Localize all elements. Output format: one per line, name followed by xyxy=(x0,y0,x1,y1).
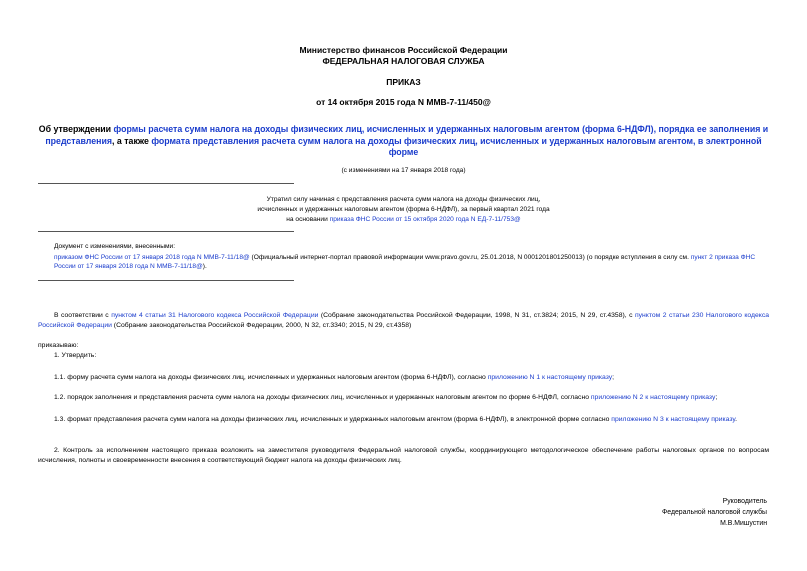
signature-role: Руководитель xyxy=(722,498,767,505)
item-1-3-end: . xyxy=(735,416,737,423)
order-word: приказываю: xyxy=(38,342,79,349)
item-1-2-end: ; xyxy=(715,394,718,401)
item-1-3-text: 1.3. формат представления расчета сумм налога на доходы физических лиц, исчисленных и удержанных налоговым агентом (форма 6-НДФЛ), в электронной форме согласно xyxy=(54,416,612,423)
preamble-text-2: (Собрание законодательства Российской Федерации, 1998, N 31, ст.3824; 2015, N 29, ст.4358), с xyxy=(318,312,635,319)
amendment-link-order[interactable]: приказом ФНС России от 17 января 2018 года N ММВ-7-11/18@ xyxy=(54,254,250,261)
amendments-text xyxy=(54,253,774,271)
date-number-heading: от 14 октября 2015 года N ММВ-7-11/450@ xyxy=(316,97,491,107)
service-heading: ФЕДЕРАЛЬНАЯ НАЛОГОВАЯ СЛУЖБА xyxy=(322,56,485,66)
signature-org: Федеральной налоговой службы xyxy=(662,509,767,516)
preamble-text-3: (Собрание законодательства Российской Федерации, 2000, N 32, ст.3340; 2015, N 29, ст.4358) xyxy=(111,321,412,329)
title-link-form[interactable]: формы расчета сумм налога на доходы физических лиц, исчисленных и удержанных налоговым агентом (форма 6-НДФЛ), порядка ее заполнения и представления xyxy=(45,124,769,146)
preamble-text-1: В соответствии с xyxy=(54,312,112,319)
amendment-text-1: (Официальный интернет-портал правовой информации www.pravo.gov.ru, 25.01.2018, N 0001201801250013) (о порядке вступления в силу см. xyxy=(249,254,691,261)
item-1-1 xyxy=(54,373,769,383)
appendix-3-link[interactable]: приложению N 3 к настоящему приказу xyxy=(611,416,736,423)
divider xyxy=(38,280,294,281)
item-2: 2. Контроль за исполнением настоящего приказа возложить на заместителя руководителя Федеральной налоговой службы, координирующего методологическое обеспечение работы налоговых органов по вопросам исчисления, полноты и своевременности внесения в соответствующий бюджет налога на доходы физических лиц. xyxy=(38,447,769,464)
lost-force-line-1: Утратил силу начиная с представления расчета сумм налога на доходы физических лиц, xyxy=(266,196,541,203)
lost-force-line-3 xyxy=(0,215,807,224)
title-text-1: Об утверждении xyxy=(38,124,114,134)
preamble-link-art230[interactable]: пунктом 2 статьи 230 Налогового кодекса Российской Федерации xyxy=(38,312,770,329)
lost-force-line-2: исчисленных и удержанных налоговым агентом (форма 6-НДФЛ), за первый квартал 2021 года xyxy=(257,206,550,213)
title-link-format[interactable]: формата представления расчета сумм налога на доходы физических лиц, исчисленных и удержанных налоговым агентом, в электронной форме xyxy=(151,135,762,157)
title-text-2: , а также xyxy=(112,135,152,146)
lost-force-link[interactable]: приказа ФНС России от 15 октября 2020 года N ЕД-7-11/753@ xyxy=(329,216,521,223)
item-1-1-end: ; xyxy=(612,374,615,381)
document-title xyxy=(38,124,769,159)
preamble-link-art31[interactable]: пунктом 4 статьи 31 Налогового кодекса Российской Федерации xyxy=(111,312,319,319)
doc-type-heading: ПРИКАЗ xyxy=(386,77,421,87)
item-1-2 xyxy=(54,393,769,403)
amendments-intro: Документ с изменениями, внесенными: xyxy=(54,243,176,250)
divider xyxy=(38,183,294,184)
item-1-2-text: 1.2. порядок заполнения и представления расчета сумм налога на доходы физических лиц, исчисленных и удержанных налоговым агентом по форме 6-НДФЛ, согласно xyxy=(54,394,591,401)
preamble xyxy=(38,311,769,331)
ministry-heading: Министерство финансов Российской Федерации xyxy=(299,45,508,55)
lost-force-prefix: на основании xyxy=(286,216,330,223)
item-1-1-text: 1.1. форму расчета сумм налога на доходы физических лиц, исчисленных и удержанных налоговым агентом (форма 6-НДФЛ), согласно xyxy=(54,374,488,381)
amendment-link-point[interactable]: пункт 2 приказа ФНС России от 17 января 2018 года N ММВ-7-11/18@ xyxy=(54,254,756,270)
appendix-1-link[interactable]: приложению N 1 к настоящему приказу xyxy=(487,374,613,381)
changes-note: (с изменениями на 17 января 2018 года) xyxy=(341,167,466,174)
item-1-3 xyxy=(38,415,769,425)
amendment-text-2: ). xyxy=(202,263,207,270)
divider xyxy=(38,231,294,232)
item-1: 1. Утвердить: xyxy=(54,352,97,359)
signature-name: М.В.Мишустин xyxy=(720,520,767,527)
appendix-2-link[interactable]: приложению N 2 к настоящему приказу xyxy=(590,394,716,401)
